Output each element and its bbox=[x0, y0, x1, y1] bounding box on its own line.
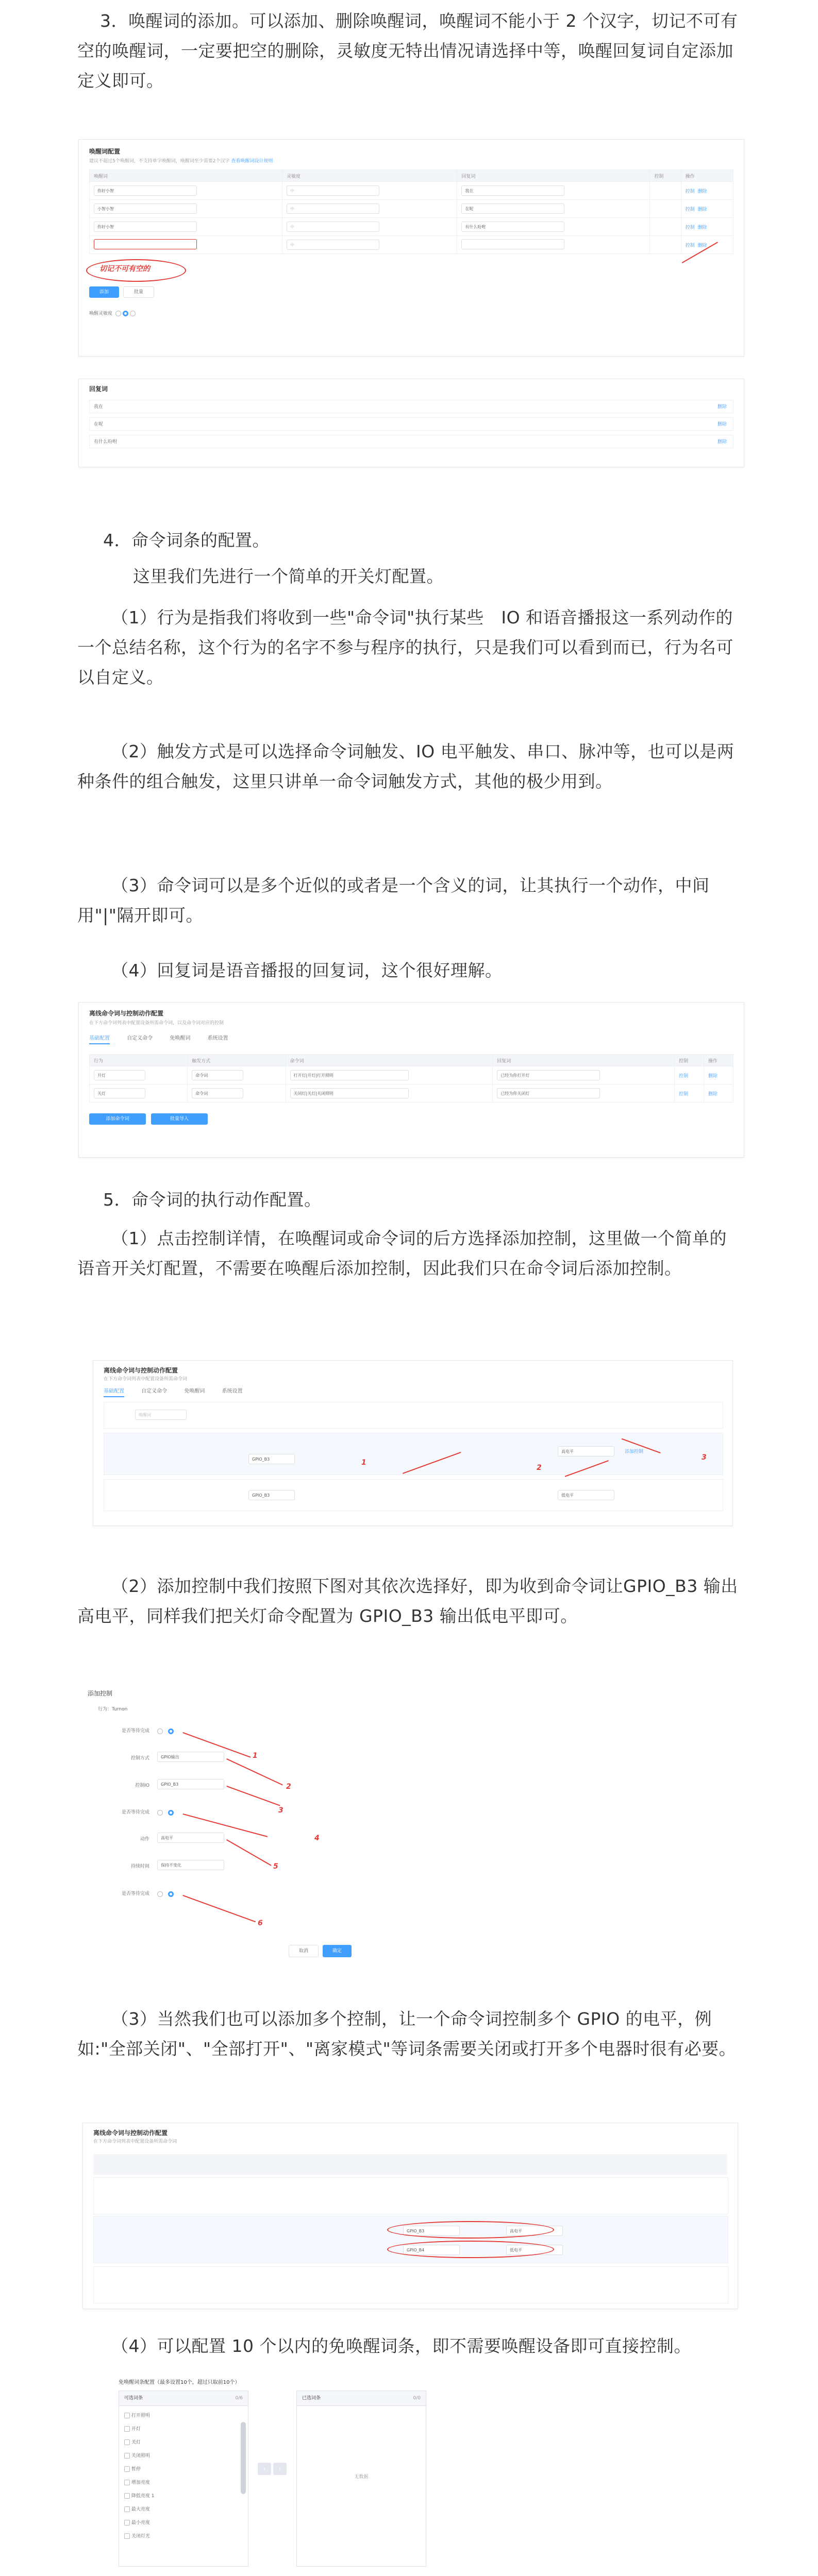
delete-link[interactable]: 删除 bbox=[717, 422, 727, 427]
wake-rules-link[interactable]: 查看唤醒词设计规则 bbox=[231, 159, 273, 164]
tab-basic[interactable]: 基础配置 bbox=[104, 1388, 124, 1397]
gpio-select[interactable]: GPIO_B4 bbox=[403, 2245, 460, 2255]
annotation-number: 5 bbox=[273, 1862, 278, 1871]
reply-input[interactable]: 已经为你打开灯 bbox=[497, 1070, 600, 1080]
annotation-arrow bbox=[226, 1758, 283, 1786]
delete-link[interactable]: 删除 bbox=[717, 404, 727, 410]
sensitivity-select[interactable]: 中 bbox=[287, 240, 379, 250]
control-detail-tabs bbox=[104, 1386, 258, 1394]
field-label: 动作 bbox=[140, 1837, 149, 1842]
control-mode-select[interactable]: GPIO输出 bbox=[157, 1752, 224, 1762]
col-header: 命令词 bbox=[286, 1055, 493, 1066]
delete-link[interactable]: 删除 bbox=[708, 1073, 718, 1079]
table-row bbox=[90, 200, 733, 218]
annotation-arrow bbox=[226, 1839, 272, 1866]
col-header: 控制 bbox=[675, 1055, 704, 1066]
annotation-number: 3 bbox=[278, 1806, 283, 1815]
reply-input[interactable]: 我在 bbox=[461, 185, 564, 196]
candidate-list bbox=[119, 2391, 248, 2567]
annotation-number: 2 bbox=[537, 1464, 542, 1472]
command-control-row-2 bbox=[104, 1479, 723, 1511]
add-control-link[interactable]: 添加控制 bbox=[625, 1449, 644, 1454]
add-control-title: 添加控制 bbox=[88, 1690, 113, 1697]
wait-radio-group bbox=[157, 1807, 174, 1817]
command-config-hint: 在下方命令词列表中配置设备所需命令词，以及命令词对应的控制 bbox=[89, 1021, 224, 1026]
gpio-select[interactable]: GPIO_B3 bbox=[403, 2226, 460, 2236]
paragraph-add-control: （1）点击控制详情，在唤醒词或命令词的后方选择添加控制，这里做一个简单的语音开关灯配置，不需要在唤醒后添加控制，因此我们只在命令词后添加控制。 bbox=[77, 1228, 727, 1278]
radio-yes[interactable] bbox=[168, 1810, 174, 1816]
add-wake-word-button[interactable]: 添加 bbox=[89, 286, 119, 298]
table-row bbox=[90, 218, 733, 236]
list-item[interactable]: 暂停 bbox=[124, 2463, 243, 2476]
radio-mid[interactable] bbox=[123, 311, 128, 316]
control-detail-screenshot bbox=[93, 1360, 733, 1526]
wake-free-header: 免唤醒词条配置（最多设置10个，超过只取前10个） bbox=[119, 2380, 240, 2385]
sensitivity-select[interactable]: 中 bbox=[287, 222, 379, 232]
tab-free[interactable]: 免唤醒词 bbox=[184, 1388, 205, 1394]
list-item[interactable]: 降低亮度 1 bbox=[124, 2489, 243, 2503]
trigger-select[interactable]: 命令词 bbox=[192, 1088, 243, 1098]
table-row bbox=[90, 1066, 733, 1084]
control-link[interactable]: 控制 bbox=[679, 1073, 689, 1079]
radio-high[interactable] bbox=[130, 311, 136, 316]
wake-word-input[interactable]: 小智小智 bbox=[94, 204, 197, 214]
list-item[interactable]: 开灯 bbox=[124, 2422, 243, 2436]
wake-config-hint: 建议不超过5个唤醒词，不支持单字唤醒词，唤醒词至少需要2个汉字 查看唤醒词设计规则 bbox=[89, 159, 273, 164]
command-config-title: 离线命令词与控制动作配置 bbox=[89, 1010, 164, 1017]
delete-link[interactable]: 删除 bbox=[697, 225, 707, 230]
annotation-number: 1 bbox=[253, 1752, 258, 1760]
annotation-arrow bbox=[182, 1895, 256, 1922]
command-table bbox=[89, 1054, 733, 1103]
col-header: 操作 bbox=[681, 170, 733, 182]
list-item[interactable]: 增加亮度 bbox=[124, 2476, 243, 2489]
tab-custom[interactable]: 自定义命令 bbox=[141, 1388, 168, 1394]
paragraph-reply: （4）回复词是语音播报的回复词，这个很好理解。 bbox=[111, 960, 503, 980]
radio-low[interactable] bbox=[115, 311, 121, 316]
level-select[interactable]: 低电平 bbox=[506, 2245, 563, 2255]
list-item[interactable]: 关闭灯光 bbox=[124, 2530, 243, 2543]
reply-word-config-screenshot bbox=[78, 379, 744, 467]
annotation-number: 4 bbox=[314, 1834, 320, 1842]
multi-control-title: 离线命令词与控制动作配置 bbox=[93, 2129, 168, 2137]
field-label: 是否等待完成 bbox=[121, 1810, 149, 1815]
batch-button[interactable]: 批量 bbox=[123, 286, 154, 298]
reply-row: 有什么吩咐 删除 bbox=[89, 435, 733, 448]
control-link[interactable]: 控制 bbox=[685, 243, 695, 248]
table-row bbox=[93, 2216, 728, 2263]
control-link[interactable]: 控制 bbox=[685, 207, 695, 212]
col-header: 回复词 bbox=[457, 170, 650, 182]
field-label: 是否等待完成 bbox=[121, 1728, 149, 1734]
tab-basic[interactable]: 基础配置 bbox=[89, 1036, 110, 1044]
behavior-input[interactable]: 开灯 bbox=[94, 1070, 145, 1080]
level-select[interactable]: 高电平 bbox=[506, 2226, 563, 2236]
gpio-select[interactable]: GPIO_B3 bbox=[248, 1490, 295, 1500]
table-row bbox=[90, 1084, 733, 1103]
col-header: 控制 bbox=[650, 170, 681, 182]
add-control-subtitle: 行为：Turnon bbox=[98, 1707, 128, 1712]
add-command-button[interactable]: 添加命令词 bbox=[89, 1113, 146, 1125]
candidate-list-title: 可选词条 bbox=[124, 2396, 143, 2401]
reply-config-title: 回复词 bbox=[89, 385, 108, 393]
behavior-input[interactable]: 关灯 bbox=[94, 1088, 145, 1098]
gpio-select[interactable]: GPIO_B3 bbox=[248, 1454, 295, 1464]
control-detail-hint: 在下方命令词列表中配置设备所需命令词 bbox=[104, 1377, 188, 1382]
col-header: 灵敏度 bbox=[282, 170, 457, 182]
radio-yes[interactable] bbox=[168, 1891, 174, 1897]
selected-list bbox=[296, 2391, 426, 2567]
delete-link[interactable]: 删除 bbox=[697, 207, 707, 212]
trigger-select[interactable]: 命令词 bbox=[192, 1070, 243, 1080]
paragraph-intro: 这里我们先进行一个简单的开关灯配置。 bbox=[133, 566, 444, 586]
table-row bbox=[90, 236, 733, 254]
list-item[interactable]: 关灯 bbox=[124, 2436, 243, 2449]
wake-word-input[interactable]: 你好小智 bbox=[94, 222, 197, 232]
wake-word-input[interactable]: 唤醒词 bbox=[135, 1410, 187, 1420]
sensitivity-row-label: 唤醒灵敏度 bbox=[89, 310, 136, 316]
paragraph-gpio: （2）添加控制中我们按照下图对其依次选择好，即为收到命令词让GPIO_B3 输出高电平，同样我们把关灯命令配置为 GPIO_B3 输出低电平即可。 bbox=[77, 1576, 738, 1626]
paragraph-trigger: （2）触发方式是可以选择命令词触发、IO 电平触发、串口、脉冲等，也可以是两种条件的组合触发，这里只讲单一命令词触发方式，其他的极少用到。 bbox=[77, 741, 734, 791]
tab-system[interactable]: 系统设置 bbox=[222, 1388, 243, 1394]
reply-input[interactable]: 有什么吩咐 bbox=[461, 222, 564, 232]
move-left-button[interactable]: ‹ bbox=[258, 2463, 271, 2475]
control-link[interactable]: 控制 bbox=[685, 189, 695, 194]
list-item[interactable]: 最大亮度 bbox=[124, 2503, 243, 2516]
tab-system[interactable]: 系统设置 bbox=[207, 1036, 228, 1041]
col-header: 操作 bbox=[704, 1055, 733, 1066]
wake-word-input[interactable]: 你好小智 bbox=[94, 185, 197, 196]
wake-word-table bbox=[89, 170, 733, 254]
annotation-circle bbox=[387, 2241, 554, 2258]
command-input[interactable]: 打开灯|开灯|打开照明 bbox=[290, 1070, 409, 1080]
paragraph-multi-control: （3）当然我们也可以添加多个控制，让一个命令词控制多个 GPIO 的电平，例如:"全部关闭"、"全部打开"、"离家模式"等词条需要关闭或打开多个电器时很有必要。 bbox=[77, 2009, 737, 2059]
field-label: 控制IO bbox=[135, 1783, 149, 1788]
annotation-note: 切记不可有空的 bbox=[99, 265, 150, 273]
move-right-button[interactable]: › bbox=[273, 2463, 287, 2475]
field-label: 控制方式 bbox=[130, 1756, 149, 1761]
scrollbar[interactable] bbox=[241, 2422, 246, 2494]
command-input[interactable]: 关闭灯|关灯|关闭照明 bbox=[290, 1088, 409, 1098]
radio-yes[interactable] bbox=[168, 1728, 174, 1734]
reply-input[interactable] bbox=[461, 239, 564, 249]
field-label: 持续时间 bbox=[130, 1864, 149, 1869]
delete-link[interactable]: 删除 bbox=[708, 1091, 718, 1097]
selected-list-title: 已选词条 bbox=[302, 2396, 321, 2401]
control-detail-title: 离线命令词与控制动作配置 bbox=[104, 1367, 178, 1374]
annotation-circle bbox=[387, 2221, 554, 2239]
col-header: 回复词 bbox=[493, 1055, 675, 1066]
annotation-number: 1 bbox=[361, 1459, 366, 1467]
multi-control-screenshot bbox=[82, 2123, 738, 2309]
table-row bbox=[90, 182, 733, 200]
empty-text: 无数据 bbox=[354, 2475, 369, 2480]
duration-select[interactable]: 保持不变化 bbox=[157, 1860, 224, 1870]
control-io-select[interactable]: GPIO_B3 bbox=[157, 1779, 224, 1789]
heading-section-5: 5．命令词的执行动作配置。 bbox=[103, 1190, 322, 1210]
table-row bbox=[93, 2177, 728, 2214]
command-config-screenshot bbox=[78, 1002, 744, 1158]
radio-no[interactable] bbox=[157, 1728, 163, 1734]
list-item[interactable]: 打开照明 bbox=[124, 2409, 243, 2422]
table-header bbox=[93, 2154, 727, 2175]
paragraph-free-wake: （4）可以配置 10 个以内的免唤醒词条，即不需要唤醒设备即可直接控制。 bbox=[111, 2336, 691, 2356]
selected-count: 0/0 bbox=[413, 2396, 421, 2401]
delete-link[interactable]: 删除 bbox=[697, 243, 707, 248]
level-select[interactable]: 低电平 bbox=[558, 1490, 614, 1500]
batch-import-button[interactable]: 批量导入 bbox=[151, 1113, 208, 1125]
reply-input[interactable]: 在呢 bbox=[461, 204, 564, 214]
annotation-number: 2 bbox=[286, 1783, 291, 1791]
candidate-count: 0/6 bbox=[235, 2396, 243, 2401]
annotation-arrow bbox=[226, 1786, 280, 1806]
col-header: 触发方式 bbox=[188, 1055, 286, 1066]
heading-section-4: 4．命令词条的配置。 bbox=[103, 530, 270, 550]
sensitivity-select[interactable]: 中 bbox=[287, 185, 379, 196]
tab-free[interactable]: 免唤醒词 bbox=[170, 1036, 191, 1041]
action-select[interactable]: 高电平 bbox=[157, 1833, 224, 1843]
wake-word-config-screenshot bbox=[78, 139, 744, 357]
radio-no[interactable] bbox=[157, 1810, 163, 1816]
radio-no[interactable] bbox=[157, 1891, 163, 1897]
list-item[interactable]: 最小亮度 bbox=[124, 2516, 243, 2530]
wake-word-input-empty[interactable] bbox=[94, 239, 197, 249]
tab-custom[interactable]: 自定义命令 bbox=[127, 1036, 153, 1041]
table-row bbox=[93, 2266, 728, 2303]
multi-control-hint: 在下方命令词列表中配置设备所需命令词 bbox=[93, 2139, 177, 2144]
reply-row: 在呢 删除 bbox=[89, 417, 733, 431]
annotation-number: 6 bbox=[258, 1919, 263, 1927]
paragraph-command: （3）命令词可以是多个近似的或者是一个含义的词，让其执行一个动作，中间用"|"隔开即可。 bbox=[77, 875, 710, 925]
wake-free-screenshot bbox=[119, 2375, 510, 2576]
field-label: 是否等待完成 bbox=[121, 1891, 149, 1896]
control-link[interactable]: 控制 bbox=[679, 1091, 689, 1097]
wake-control-row bbox=[104, 1402, 723, 1429]
wait-radio-group bbox=[157, 1726, 174, 1736]
list-item[interactable]: 关闭照明 bbox=[124, 2449, 243, 2463]
wake-config-title: 唤醒词配置 bbox=[89, 148, 121, 155]
reply-input[interactable]: 已经为你关闭灯 bbox=[497, 1088, 600, 1098]
cancel-button[interactable]: 取消 bbox=[289, 1945, 319, 1957]
paragraph-behavior: （1）行为是指我们将收到一些"命令词"执行某些 IO 和语音播报这一系列动作的一个总结名称，这个行为的名字不参与程序的执行，只是我们可以看到而已，行为名可以自定义。 bbox=[77, 607, 733, 687]
annotation-number: 3 bbox=[702, 1453, 707, 1462]
col-header: 唤醒词 bbox=[90, 170, 282, 182]
reply-row: 我在 删除 bbox=[89, 400, 733, 413]
col-header: 行为 bbox=[90, 1055, 188, 1066]
paragraph-wake-words: 3．唤醒词的添加。可以添加、删除唤醒词，唤醒词不能小于 2 个汉字，切记不可有空的唤醒词，一定要把空的删除，灵敏度无特出情况请选择中等，唤醒回复词自定添加定义即可。 bbox=[77, 11, 738, 91]
delete-link[interactable]: 删除 bbox=[717, 439, 727, 445]
level-select[interactable]: 高电平 bbox=[558, 1446, 614, 1456]
add-control-screenshot bbox=[82, 1685, 443, 1973]
sensitivity-select[interactable]: 中 bbox=[287, 204, 379, 214]
ok-button[interactable]: 确定 bbox=[323, 1945, 352, 1957]
command-tabs bbox=[89, 1033, 244, 1041]
control-link[interactable]: 控制 bbox=[685, 225, 695, 230]
delete-link[interactable]: 删除 bbox=[697, 189, 707, 194]
wait-radio-group bbox=[157, 1889, 174, 1899]
